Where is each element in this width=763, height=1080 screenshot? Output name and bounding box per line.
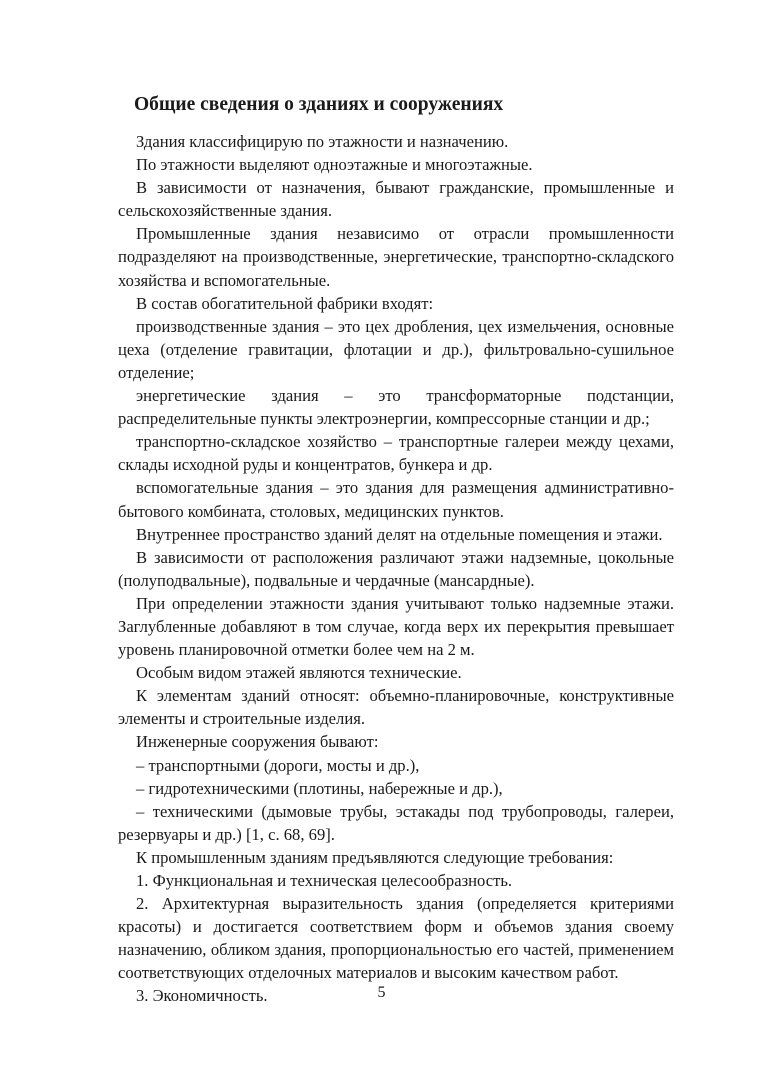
paragraph-11: В зависимости от расположения различают этажи надземные, цокольные (полуподвальные), подвальные и чердачные (мансардные). xyxy=(118,547,674,590)
paragraph-8: транспортно-складское хозяйство – транспортные галереи между цехами, склады исходной руды и концентратов, бункера и др. xyxy=(118,432,674,475)
paragraph-16: – транспортными (дороги, мосты и др.), xyxy=(136,755,420,775)
page-title: Общие сведения о зданиях и сооружениях xyxy=(134,94,504,115)
paragraph-9: вспомогательные здания – это здания для размещения административно-бытового комбината, столовых, медицинских пунктов. xyxy=(118,478,674,521)
paragraph-21: 2. Архитектурная выразительность здания (определяется критериями красоты) и достигается соответствием форм и объемов здания своему назначению, обликом здания, пропорциональностью его частей, применением соответствующих отделочных материалов и высоким качеством работ. xyxy=(118,894,674,983)
paragraph-15: Инженерные сооружения бывают: xyxy=(136,732,379,752)
page-number: 5 xyxy=(377,984,386,1001)
paragraph-10: Внутреннее пространство зданий делят на отдельные помещения и этажи. xyxy=(136,524,663,544)
body-text xyxy=(118,130,674,1008)
paragraph-13: Особым видом этажей являются технические. xyxy=(136,663,462,683)
paragraph-17: – гидротехническими (плотины, набережные и др.), xyxy=(136,778,503,798)
paragraph-14: К элементам зданий относят: объемно-планировочные, конструктивные элементы и строительные изделия. xyxy=(118,686,674,729)
paragraph-1: Здания классифицирую по этажности и назначению. xyxy=(136,132,509,151)
paragraph-22: 3. Экономичность. xyxy=(136,986,268,1006)
paragraph-2: По этажности выделяют одноэтажные и многоэтажные. xyxy=(136,155,533,175)
paragraph-4: Промышленные здания независимо от отрасли промышленности подразделяют на производственные, энергетические, транспортно-складского хозяйства и вспомогательные. xyxy=(118,224,674,290)
paragraph-19: К промышленным зданиям предъявляются следующие требования: xyxy=(136,847,614,867)
paragraph-7: энергетические здания – это трансформаторные подстанции, распределительные пункты электроэнергии, компрессорные станции и др.; xyxy=(118,386,674,429)
paragraph-18: – техническими (дымовые трубы, эстакады под трубопроводы, галереи, резервуары и др.) [1, с. 68, 69]. xyxy=(118,801,674,844)
paragraph-3: В зависимости от назначения, бывают гражданские, промышленные и сельскохозяйственные здания. xyxy=(118,178,674,221)
paragraph-5: В состав обогатительной фабрики входят: xyxy=(136,293,434,313)
paragraph-20: 1. Функциональная и техническая целесообразность. xyxy=(136,871,513,890)
paragraph-6: производственные здания – это цех дробления, цех измельчения, основные цеха (отделение гравитации, флотации и др.), фильтровально-сушильное отделение; xyxy=(118,316,674,382)
paragraph-12: При определении этажности здания учитывают только надземные этажи. Заглубленные добавляют в том случае, когда верх их перекрытия превышает уровень планировочной отметки более чем на 2 м. xyxy=(118,593,674,660)
